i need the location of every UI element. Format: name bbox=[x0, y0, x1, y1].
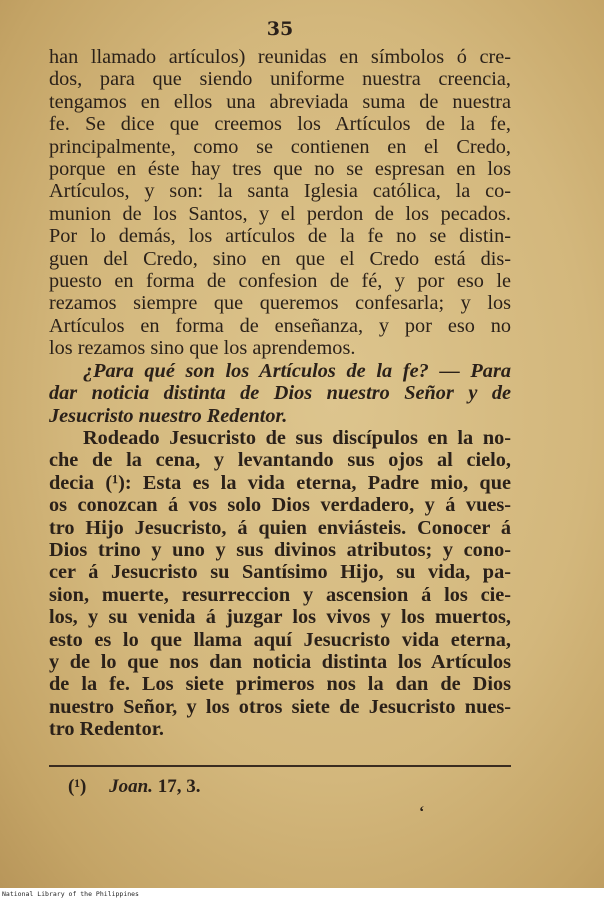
body-text bbox=[49, 46, 511, 741]
library-credit: National Library of the Philippines bbox=[2, 890, 139, 898]
text-line: y de lo que nos dan noticia distinta los Artículos bbox=[49, 650, 511, 673]
stray-ink-mark: ‘ bbox=[419, 804, 425, 821]
footnote-marker: (¹) bbox=[68, 776, 87, 797]
text-line: dos, para que siendo uniforme nuestra creencia, bbox=[49, 68, 511, 91]
answer-line: Jesucristo nuestro Redentor. bbox=[49, 404, 288, 427]
text-line: Por lo demás, los artículos de la fe no se distin- bbox=[49, 225, 511, 248]
library-credit-bar bbox=[0, 888, 604, 900]
footnote-verse: 17, 3. bbox=[157, 776, 201, 797]
footnote bbox=[68, 776, 200, 798]
text-line: guen del Credo, sino en que el Credo está dis- bbox=[49, 247, 511, 270]
question-line: ¿Para qué son los Artículos de la fe? — Para bbox=[83, 359, 511, 382]
text-line: os conozcan á vos solo Dios verdadero, y á vues- bbox=[49, 494, 511, 517]
page-number: 35 bbox=[266, 18, 294, 40]
text-line: han llamado artículos) reunidas en símbolos ó cre- bbox=[49, 46, 511, 68]
answer-line: dar noticia distinta de Dios nuestro Señor y de bbox=[49, 382, 511, 405]
text-line: Artículos, y son: la santa Iglesia católica, la co- bbox=[49, 180, 511, 203]
text-line: los, y su venida á juzgar los vivos y los muertos, bbox=[49, 606, 511, 629]
text-line: esto es lo que llama aquí Jesucristo vida eterna, bbox=[49, 628, 511, 651]
text-line: puesto en forma de confesion de fé, y por eso le bbox=[49, 270, 511, 293]
text-line: Artículos en forma de enseñanza, y por eso no bbox=[49, 314, 511, 337]
text-line: principalmente, como se contienen en el Credo, bbox=[49, 135, 511, 158]
footnote-citation: Joan. bbox=[109, 776, 153, 797]
text-line: nuestro Señor, y los otros siete de Jesucristo nues- bbox=[49, 695, 511, 718]
text-line: che de la cena, y levantando sus ojos al cielo, bbox=[49, 449, 511, 472]
text-line: de la fe. Los siete primeros nos la dan de Dios bbox=[49, 673, 511, 696]
text-line: munion de los Santos, y el perdon de los pecados. bbox=[49, 202, 511, 225]
text-line: tro Hijo Jesucristo, á quien enviásteis. Conocer á bbox=[49, 516, 511, 539]
footnote-divider bbox=[49, 765, 511, 767]
text-line: decia (¹): Esta es la vida eterna, Padre mio, que bbox=[49, 471, 511, 494]
text-line: cer á Jesucristo su Santísimo Hijo, su vida, pa- bbox=[49, 561, 511, 584]
text-line: Dios trino y uno y sus divinos atributos; y cono- bbox=[49, 538, 511, 561]
text-line: sion, muerte, resurreccion y ascension á los cie- bbox=[49, 583, 511, 606]
text-line: tengamos en ellos una abreviada suma de nuestra bbox=[49, 90, 511, 113]
text-line: rezamos siempre que queremos confesarla; y los bbox=[49, 292, 511, 315]
text-line: Rodeado Jesucristo de sus discípulos en la no- bbox=[83, 426, 511, 449]
text-line: porque en éste hay tres que no se espresan en los bbox=[49, 158, 511, 181]
text-line: tro Redentor. bbox=[49, 718, 164, 741]
text-line: los rezamos sino que los aprendemos. bbox=[49, 337, 356, 360]
text-line: fe. Se dice que creemos los Artículos de la fe, bbox=[49, 113, 511, 136]
